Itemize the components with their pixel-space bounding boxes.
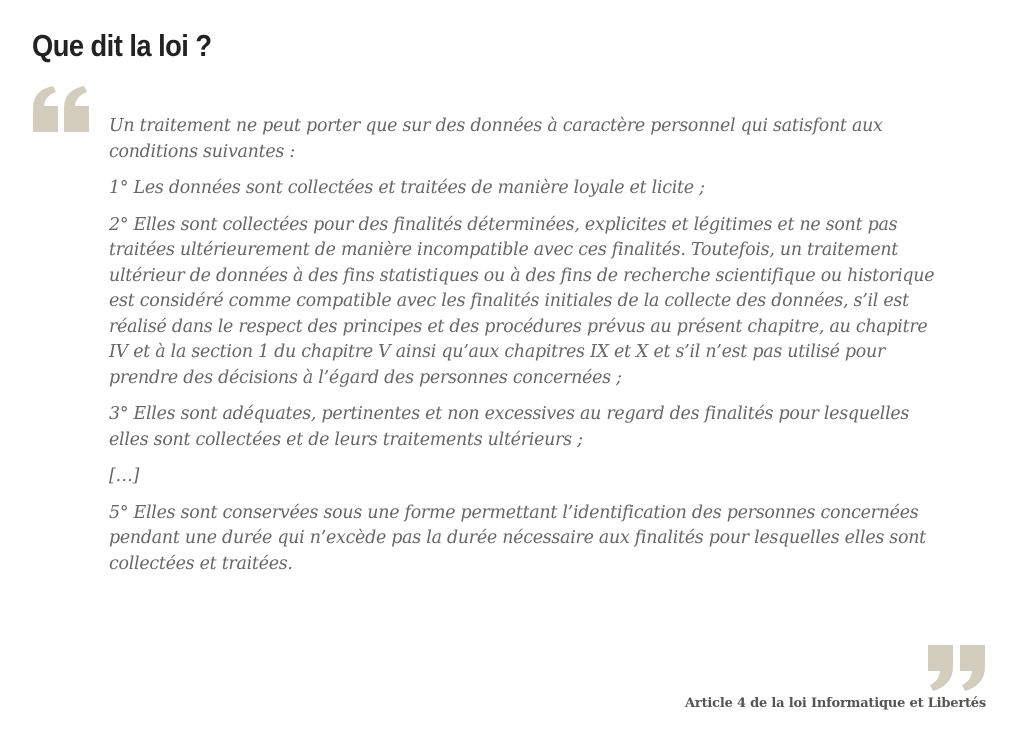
quote-paragraph: […]	[109, 466, 140, 486]
quote-citation: Article 4 de la loi Informatique et Libertés	[685, 696, 986, 711]
quote-paragraph: 1° Les données sont collectées et traitées de manière loyale et licite ;	[109, 178, 705, 198]
quote-paragraph: 2° Elles sont collectées pour des finalités déterminées, explicites et légitimes et ne sont pas traitées ultérieurement de manière incompatible avec ces finalités. Toutefois, un traitement ultérieur de données à des fins statistiques ou à des fins de recherche scientifique ou historique est considéré comme compatible avec les finalités initiales de la collecte des données, s’il est réalisé dans le respect des principes et des procédures prévus au présent chapitre, au chapitre IV et à la section 1 du chapitre V ainsi qu’aux chapitres IX et X et s’il n’est pas utilisé pour prendre des décisions à l’égard des personnes concernées ;	[109, 214, 935, 388]
quote-paragraph: 3° Elles sont adéquates, pertinentes et non excessives au regard des finalités pour lesquelles elles sont collectées et de leurs traitements ultérieurs ;	[109, 404, 910, 450]
quote-paragraph: 5° Elles sont conservées sous une forme permettant l’identification des personnes concernées pendant une durée qui n’excède pas la durée nécessaire aux finalités pour lesquelles elles sont collectées et traitées.	[109, 502, 926, 574]
open-quote-icon	[31, 86, 91, 134]
page-title: Que dit la loi ?	[32, 28, 212, 63]
quote-body	[109, 114, 939, 588]
quote-paragraph: Un traitement ne peut porter que sur des données à caractère personnel qui satisfont aux conditions suivantes :	[109, 116, 883, 162]
close-quote-icon	[926, 643, 988, 693]
